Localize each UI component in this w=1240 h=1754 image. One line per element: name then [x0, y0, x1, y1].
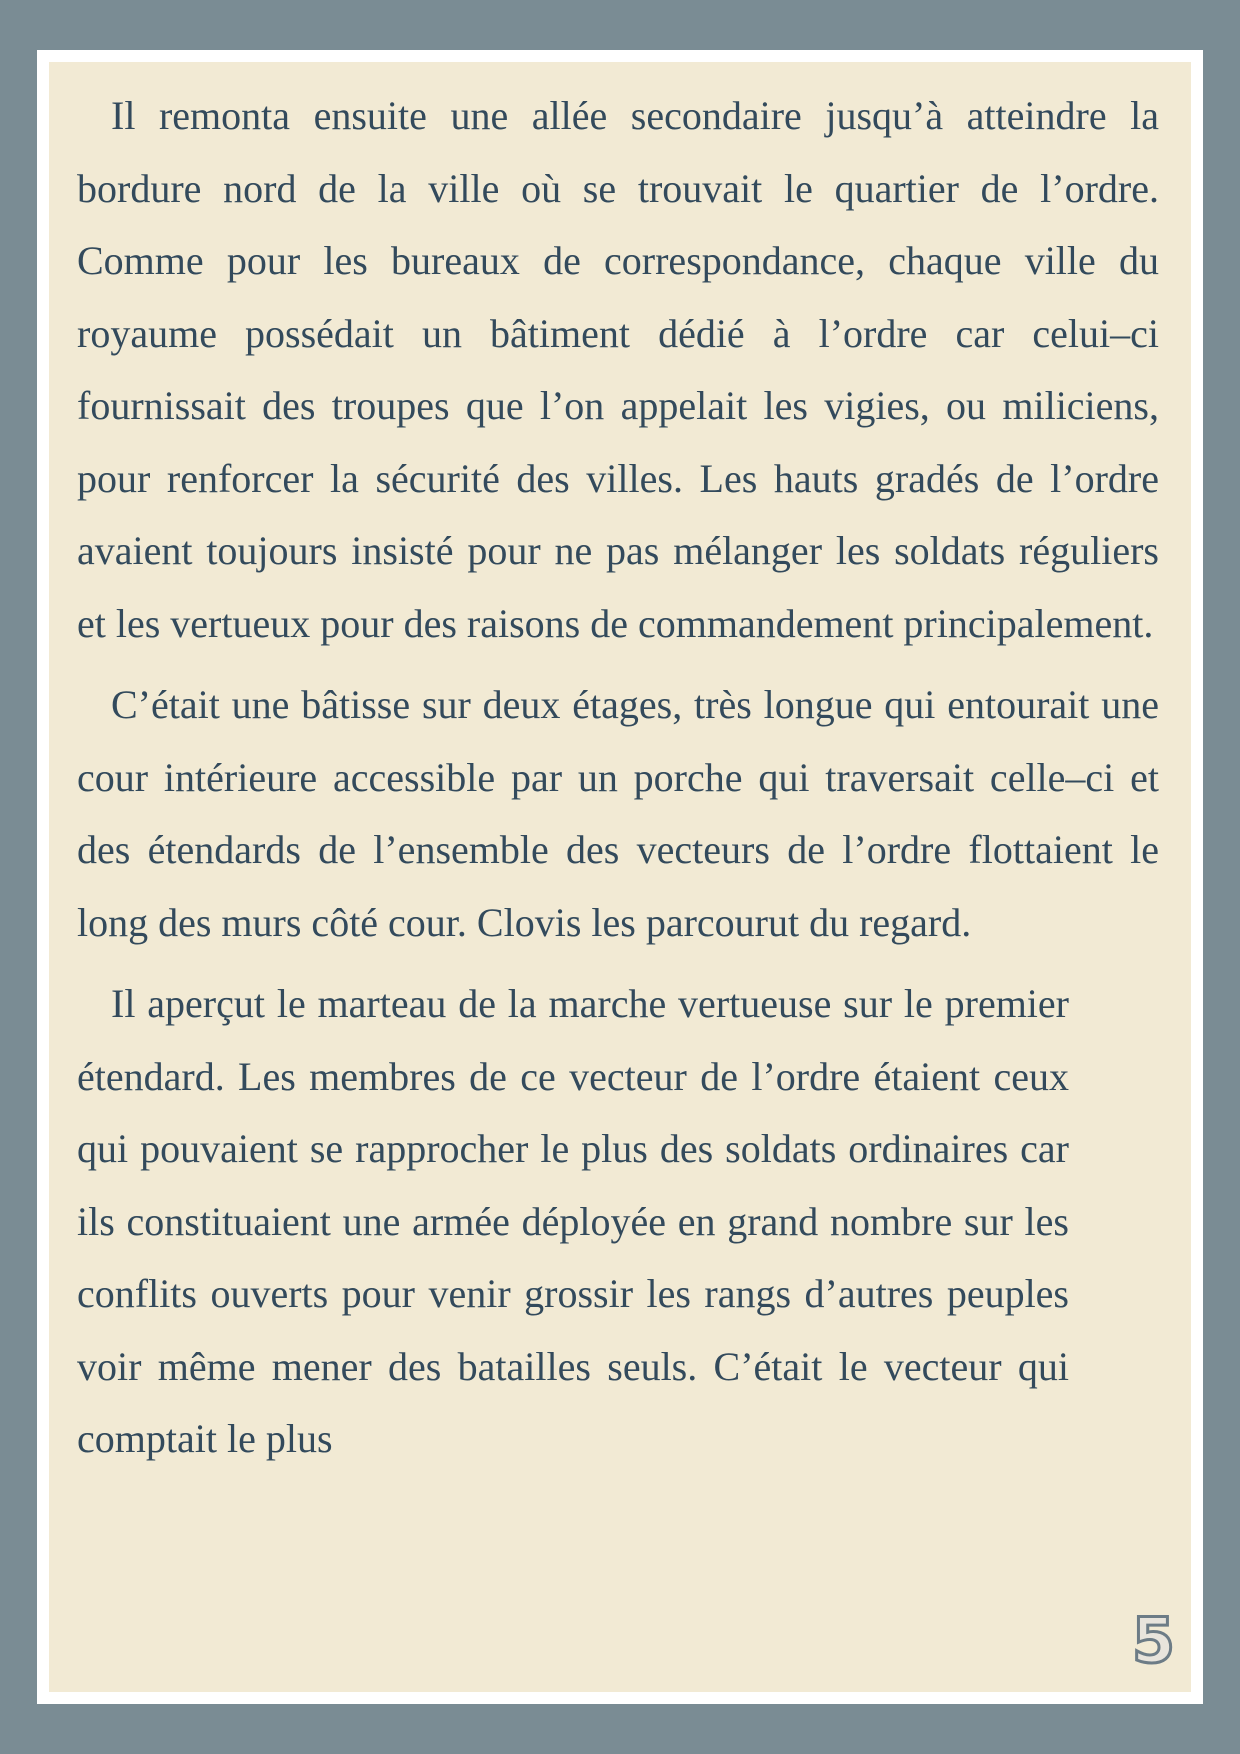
- text-body: [77, 80, 1159, 1476]
- page-sheet: [49, 62, 1191, 1692]
- page-number: 5: [1131, 1604, 1175, 1677]
- paragraph-2: C’était une bâtisse sur deux étages, très longue qui entourait une cour intérieure accessible par un porche qui traversait celle–ci et des étendards de l’ensemble des vecteurs de l’ordre flottaient le long des murs côté cour. Clovis les parcourut du regard.: [77, 682, 1159, 945]
- page-frame: [37, 50, 1203, 1704]
- paragraph-1: Il remonta ensuite une allée secondaire jusqu’à atteindre la bordure nord de la ville où se trouvait le quartier de l’ordre. Comme pour les bureaux de correspondance, chaque ville du royaume possédait un bâtiment dédié à l’ordre car celui–ci fournissait des troupes que l’on appelait les vigies, ou miliciens, pour renforcer la sécurité des villes. Les hauts gradés de l’ordre avaient toujours insisté pour ne pas mélanger les soldats réguliers et les vertueux pour des raisons de commandement principalement.: [77, 93, 1159, 646]
- paragraph-3: Il aperçut le marteau de la marche vertueuse sur le premier étendard. Les membres de ce vecteur de l’ordre étaient ceux qui pouvaient se rapprocher le plus des soldats ordinaires car ils constituaient une armée déployée en grand nombre sur les conflits ouverts pour venir grossir les rangs d’autres peuples voir même mener des batailles seuls. C’était le vecteur qui comptait le plus: [77, 981, 1069, 1461]
